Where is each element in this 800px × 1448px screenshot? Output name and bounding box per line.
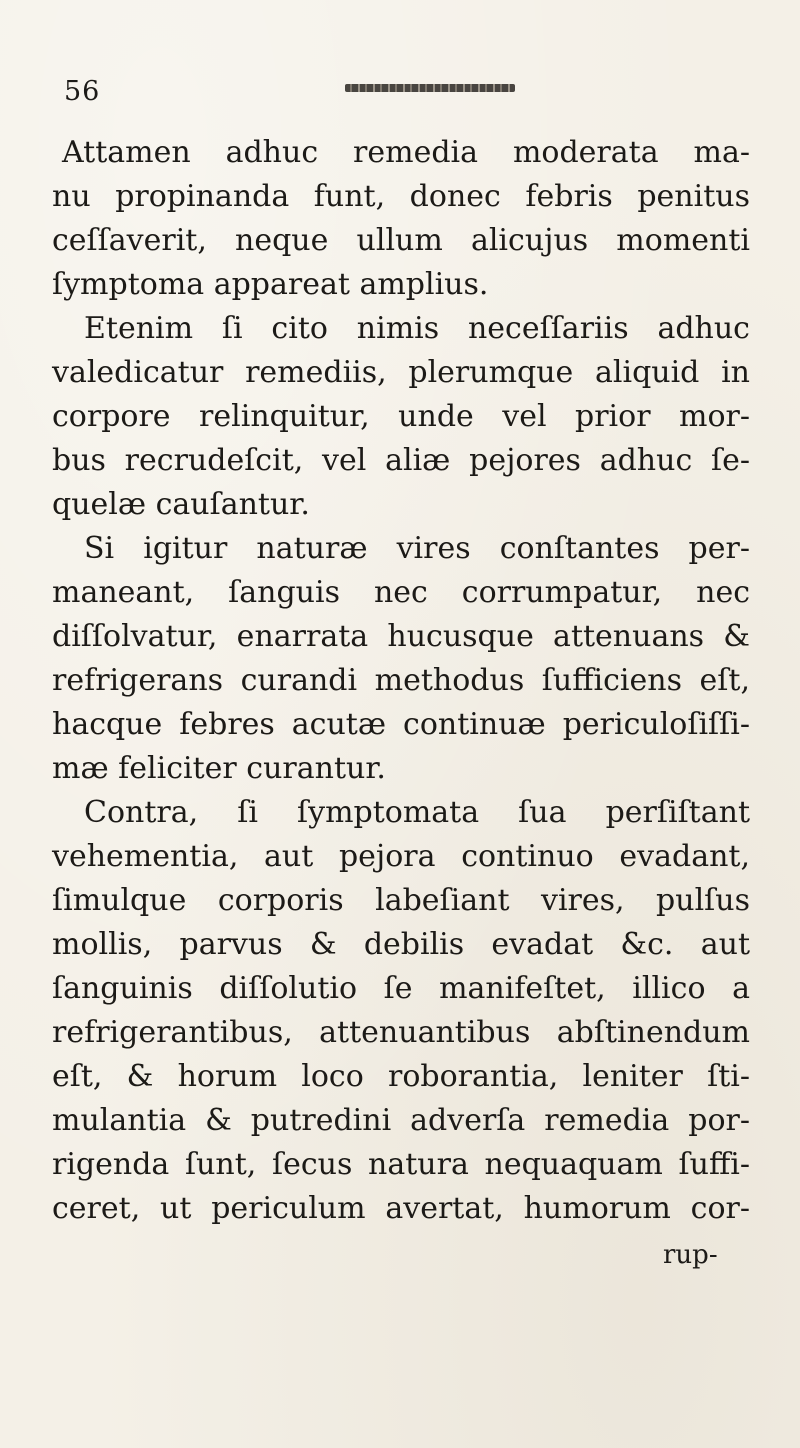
text-line: rigenda ſunt, ſecus natura nequaquam ſuffi- xyxy=(52,1147,750,1182)
page-header xyxy=(0,60,800,110)
text-line: corpore relinquitur, unde vel prior mor- xyxy=(52,399,750,434)
header-ornament-rule xyxy=(345,84,515,92)
text-line: maneant, ſanguis nec corrumpatur, nec xyxy=(52,575,750,610)
text-line: eſt, & horum loco roborantia, leniter ſti- xyxy=(52,1059,750,1094)
text-line: hacque febres acutæ continuæ periculoſiſſi- xyxy=(52,707,750,742)
text-line: Attamen adhuc remedia moderata ma- xyxy=(62,135,750,170)
text-line: mæ feliciter curantur. xyxy=(52,751,386,786)
text-line: valedicatur remediis, plerumque aliquid in xyxy=(52,355,750,390)
catchword: rup- xyxy=(663,1240,718,1270)
page-number: 56 xyxy=(64,76,101,107)
text-line: refrigerans curandi methodus ſufficiens eſt, xyxy=(52,663,750,698)
text-line: ceſſaverit, neque ullum alicujus momenti xyxy=(52,223,750,258)
text-line: bus recrudeſcit, vel aliæ pejores adhuc ſe- xyxy=(52,443,750,478)
text-line: ſymptoma appareat amplius. xyxy=(52,267,489,302)
text-line: ceret, ut periculum avertat, humorum cor- xyxy=(52,1191,750,1226)
text-line: Etenim ſi cito nimis neceſſariis adhuc xyxy=(84,311,750,346)
text-line: mollis, parvus & debilis evadat &c. aut xyxy=(52,927,750,962)
text-line: refrigerantibus, attenuantibus abſtinendum xyxy=(52,1015,750,1050)
text-line: ſimulque corporis labeſiant vires, pulſus xyxy=(52,883,750,918)
text-line: Contra, ſi ſymptomata ſua perſiſtant xyxy=(84,795,750,830)
text-line: diſſolvatur, enarrata hucusque attenuans & xyxy=(52,619,750,654)
text-line: quelæ cauſantur. xyxy=(52,487,310,522)
text-line: vehementia, aut pejora continuo evadant, xyxy=(52,839,750,874)
text-line: Si igitur naturæ vires conſtantes per- xyxy=(84,531,750,566)
text-line: nu propinanda funt, donec febris penitus xyxy=(52,179,750,214)
text-line: ſanguinis diſſolutio ſe manifeſtet, illico a xyxy=(52,971,750,1006)
text-line: mulantia & putredini adverſa remedia por- xyxy=(52,1103,750,1138)
